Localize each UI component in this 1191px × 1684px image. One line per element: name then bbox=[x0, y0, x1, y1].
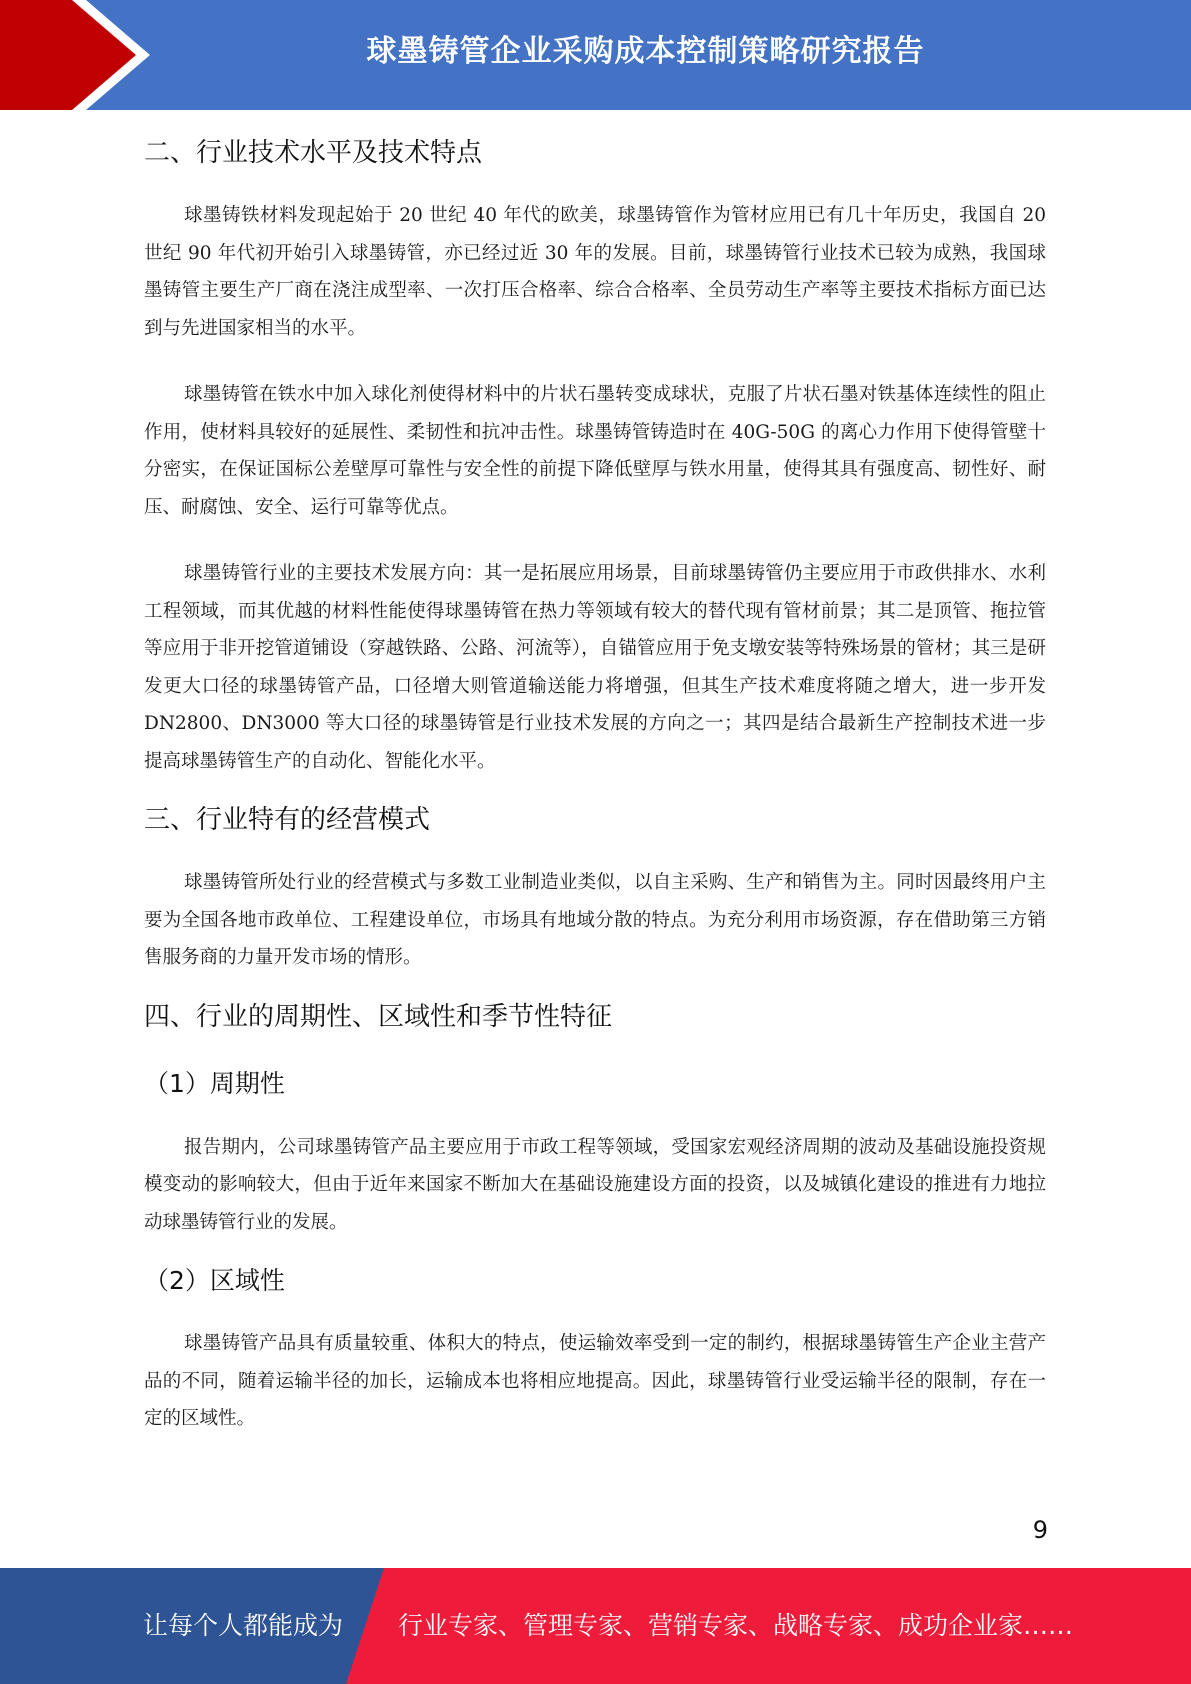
section-heading-tech: 二、行业技术水平及技术特点 bbox=[144, 138, 483, 168]
paragraph: 球墨铸管在铁水中加入球化剂使得材料中的片状石墨转变成球状，克服了片状石墨对铁基体连续性的阻止作用，使材料具较好的延展性、柔韧性和抗冲击性。球墨铸管铸造时在 40G-50G 的离心力作用下使得管壁十分密实，在保证国标公差壁厚可靠性与安全性的前提下降低壁厚与铁水用量，使得其具有强度高、韧性好、耐压、耐腐蚀、安全、运行可靠等优点。 bbox=[144, 384, 1046, 518]
page-header bbox=[0, 0, 1191, 110]
header-chevron-red-decoration bbox=[0, 0, 140, 110]
footer-slogan-right: 行业专家、管理专家、营销专家、战略专家、成功企业家…… bbox=[398, 1611, 1074, 1640]
paragraph: 球墨铸管产品具有质量较重、体积大的特点，使运输效率受到一定的制约，根据球墨铸管生产企业主营产品的不同，随着运输半径的加长，运输成本也将相应地提高。因此，球墨铸管行业受运输半径的限制，存在一定的区域性。 bbox=[144, 1333, 1046, 1429]
report-title: 球墨铸管企业采购成本控制策略研究报告 bbox=[366, 34, 925, 69]
section-heading-business: 三、行业特有的经营模式 bbox=[144, 805, 431, 835]
section-heading-features: 四、行业的周期性、区域性和季节性特征 bbox=[144, 1001, 613, 1032]
footer-slogan-left: 让每个人都能成为 bbox=[143, 1611, 344, 1640]
paragraph: 球墨铸管所处行业的经营模式与多数工业制造业类似，以自主采购、生产和销售为主。同时因最终用户主要为全国各地市政单位、工程建设单位，市场具有地域分散的特点。为充分利用市场资源，存在借助第三方销售服务商的力量开发市场的情形。 bbox=[144, 872, 1046, 968]
page-footer bbox=[0, 1568, 1191, 1684]
document-body bbox=[144, 122, 1046, 1438]
subsection-heading-regional: （2）区域性 bbox=[144, 1266, 285, 1295]
page-number: 9 bbox=[1032, 1516, 1048, 1544]
paragraph: 球墨铸铁材料发现起始于 20 世纪 40 年代的欧美，球墨铸管作为管材应用已有几十年历史，我国自 20 世纪 90 年代初开始引入球墨铸管，亦已经过近 30 年的发展。目前，球墨铸管行业技术已较为成熟，我国球墨铸管主要生产厂商在浇注成型率、一次打压合格率、综合合格率、全员劳动生产率等主要技术指标方面已达到与先进国家相当的水平。 bbox=[144, 205, 1046, 339]
paragraph: 报告期内，公司球墨铸管产品主要应用于市政工程等领域，受国家宏观经济周期的波动及基础设施投资规模变动的影响较大，但由于近年来国家不断加大在基础设施建设方面的投资，以及城镇化建设的推进有力地拉动球墨铸管行业的发展。 bbox=[144, 1136, 1046, 1233]
paragraph: 球墨铸管行业的主要技术发展方向：其一是拓展应用场景，目前球墨铸管仍主要应用于市政供排水、水利工程领域，而其优越的材料性能使得球墨铸管在热力等领域有较大的替代现有管材前景；其二是顶管、拖拉管等应用于非开挖管道铺设（穿越铁路、公路、河流等），自锚管应用于免支墩安装等特殊场景的管材；其三是研发更大口径的球墨铸管产品，口径增大则管道输送能力将增强，但其生产技术难度将随之增大，进一步开发 DN2800、DN3000 等大口径的球墨铸管是行业技术发展的方向之一；其四是结合最新生产控制技术进一步提高球墨铸管生产的自动化、智能化水平。 bbox=[144, 563, 1046, 772]
subsection-heading-cyclical: （1）周期性 bbox=[144, 1068, 285, 1098]
